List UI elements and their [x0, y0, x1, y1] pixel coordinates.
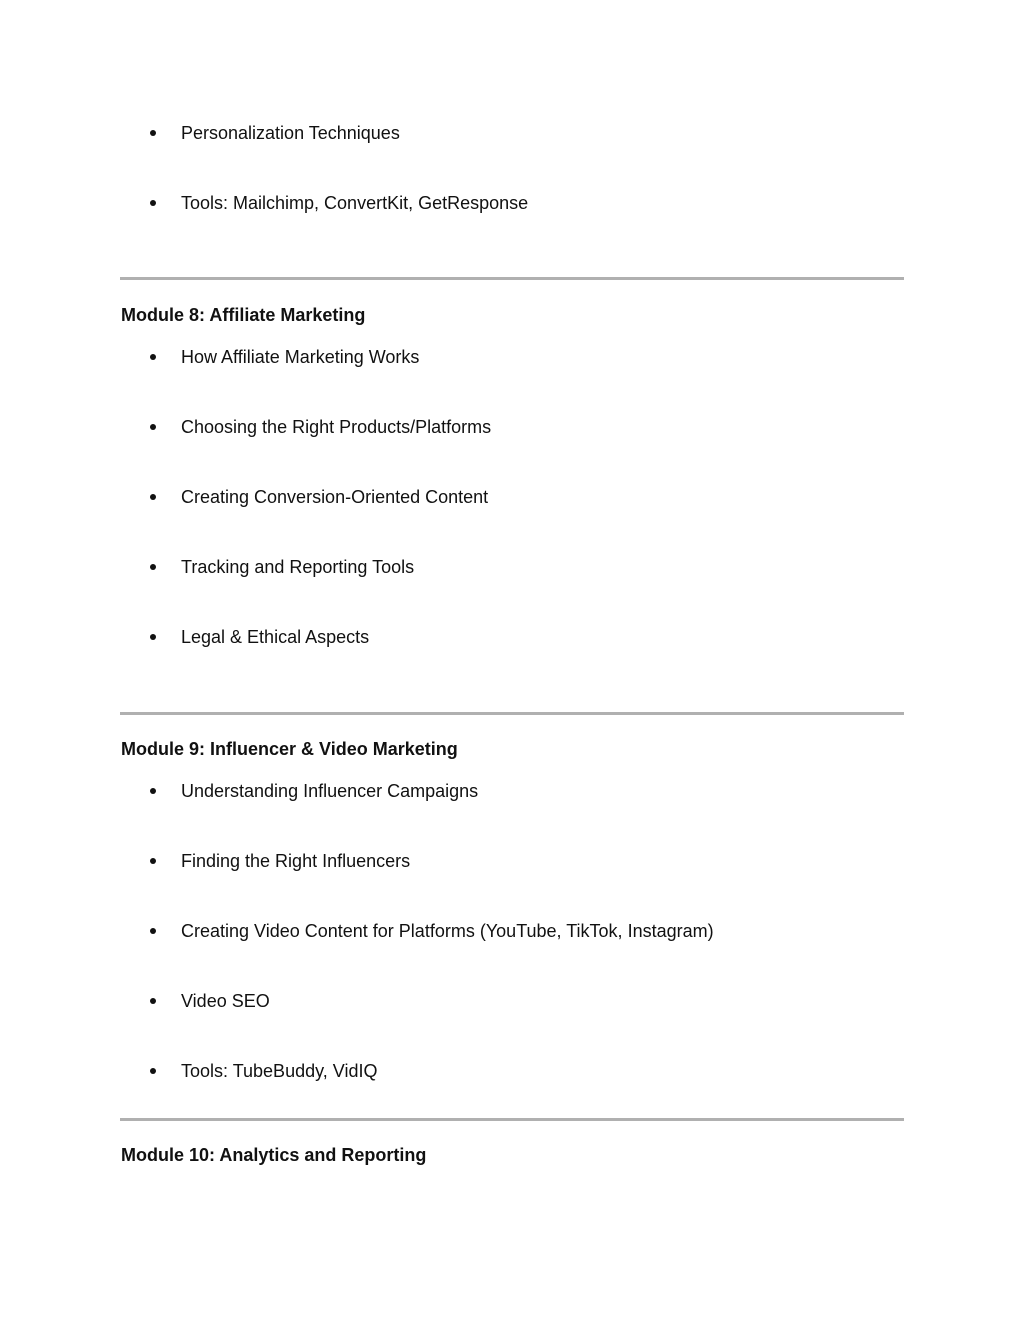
section-divider	[120, 277, 904, 280]
list-item-text: Tools: Mailchimp, ConvertKit, GetResponse	[181, 193, 529, 213]
bullet-icon	[150, 1068, 156, 1074]
module-10-heading: Module 10: Analytics and Reporting	[121, 1145, 427, 1165]
bullet-icon	[150, 998, 156, 1004]
list-item-text: How Affiliate Marketing Works	[181, 347, 420, 367]
bullet-icon	[150, 424, 156, 430]
section-divider	[120, 1118, 904, 1121]
list-item-text: Creating Conversion-Oriented Content	[181, 487, 489, 507]
bullet-icon	[150, 564, 156, 570]
list-item-text: Personalization Techniques	[181, 123, 400, 143]
list-item-text: Tracking and Reporting Tools	[181, 557, 415, 577]
list-item-text: Finding the Right Influencers	[181, 851, 411, 871]
bullet-icon	[150, 494, 156, 500]
bullet-icon	[150, 200, 156, 206]
bullet-icon	[150, 928, 156, 934]
module-9-heading: Module 9: Influencer & Video Marketing	[121, 739, 458, 759]
list-item-text: Video SEO	[181, 991, 270, 1011]
list-item-text: Understanding Influencer Campaigns	[181, 781, 479, 801]
list-item-text: Choosing the Right Products/Platforms	[181, 417, 492, 437]
list-item-text: Tools: TubeBuddy, VidIQ	[181, 1061, 378, 1081]
bullet-icon	[150, 858, 156, 864]
module-8-heading: Module 8: Affiliate Marketing	[121, 305, 366, 325]
bullet-icon	[150, 788, 156, 794]
list-item-text: Legal & Ethical Aspects	[181, 627, 370, 647]
bullet-icon	[150, 130, 156, 136]
list-item-text: Creating Video Content for Platforms (YouTube, TikTok, Instagram)	[181, 921, 714, 941]
bullet-icon	[150, 354, 156, 360]
bullet-icon	[150, 634, 156, 640]
section-divider	[120, 712, 904, 715]
